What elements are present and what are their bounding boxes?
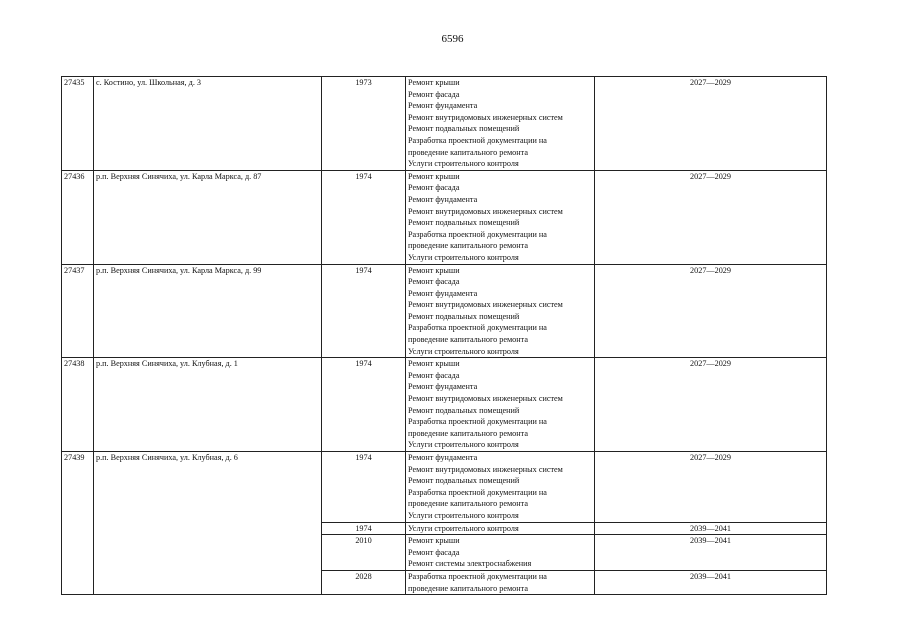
repair-schedule-table	[61, 76, 827, 595]
build-year: 1974	[322, 358, 406, 452]
building-address: р.п. Верхняя Синячиха, ул. Карла Маркса, д. 99	[94, 264, 322, 358]
works-cell	[406, 264, 595, 358]
building-id: 27437	[62, 264, 94, 358]
repair-period: 2027—2029	[595, 358, 827, 452]
building-address: с. Костино, ул. Школьная, д. 3	[94, 77, 322, 171]
work-item: Разработка проектной документации на	[408, 229, 547, 239]
table-row	[62, 77, 827, 171]
work-item: Ремонт внутридомовых инженерных систем	[408, 112, 563, 122]
work-item: Услуги строительного контроля	[408, 510, 519, 520]
table-row	[62, 452, 827, 523]
work-item: Ремонт подвальных помещений	[408, 405, 520, 415]
work-item: проведение капитального ремонта	[408, 499, 528, 509]
work-item: Ремонт системы электроснабжения	[408, 559, 532, 569]
work-item: Ремонт подвальных помещений	[408, 311, 520, 321]
work-item: Услуги строительного контроля	[408, 159, 519, 169]
work-item: Ремонт подвальных помещений	[408, 218, 520, 228]
building-id: 27436	[62, 170, 94, 264]
work-item: Ремонт фундамента	[408, 453, 478, 462]
building-address: р.п. Верхняя Синячиха, ул. Клубная, д. 6	[94, 452, 322, 595]
work-item: Ремонт крыши	[408, 265, 460, 275]
work-item: Разработка проектной документации на	[408, 487, 547, 497]
work-item: Ремонт подвальных помещений	[408, 124, 520, 134]
build-year: 2010	[322, 535, 406, 571]
build-year: 1974	[322, 452, 406, 523]
work-item: Услуги строительного контроля	[408, 252, 519, 262]
building-address: р.п. Верхняя Синячиха, ул. Клубная, д. 1	[94, 358, 322, 452]
table-row	[62, 170, 827, 264]
repair-period: 2039—2041	[595, 535, 827, 571]
build-year: 1974	[322, 522, 406, 535]
work-item: Ремонт фасада	[408, 89, 460, 99]
work-item: Ремонт крыши	[408, 171, 460, 181]
work-item: Разработка проектной документации на	[408, 135, 547, 145]
works-cell	[406, 452, 595, 523]
work-item: Разработка проектной документации на	[408, 417, 547, 427]
work-item: Ремонт фундамента	[408, 101, 478, 111]
work-item: Ремонт внутридомовых инженерных систем	[408, 206, 563, 216]
repair-period: 2027—2029	[595, 170, 827, 264]
repair-period: 2027—2029	[595, 264, 827, 358]
work-item: Ремонт фундамента	[408, 288, 478, 298]
work-item: Ремонт фундамента	[408, 194, 478, 204]
build-year: 1974	[322, 170, 406, 264]
build-year: 1973	[322, 77, 406, 171]
repair-period: 2039—2041	[595, 522, 827, 535]
work-item: проведение капитального ремонта	[408, 241, 528, 251]
works-cell	[406, 535, 595, 571]
work-item: проведение капитального ремонта	[408, 147, 528, 157]
build-year: 2028	[322, 570, 406, 594]
work-item: Услуги строительного контроля	[408, 346, 519, 356]
repair-period: 2039—2041	[595, 570, 827, 594]
work-item: проведение капитального ремонта	[408, 583, 528, 593]
work-item: Разработка проектной документации на	[408, 571, 547, 581]
table-row	[62, 264, 827, 358]
build-year: 1974	[322, 264, 406, 358]
work-item: Ремонт фундамента	[408, 382, 478, 392]
works-cell	[406, 358, 595, 452]
works-cell	[406, 522, 595, 535]
work-item: Ремонт крыши	[408, 536, 460, 546]
work-item: Ремонт внутридомовых инженерных систем	[408, 300, 563, 310]
table-row	[62, 358, 827, 452]
work-item: Ремонт фасада	[408, 183, 460, 193]
building-id: 27435	[62, 77, 94, 171]
repair-period: 2027—2029	[595, 77, 827, 171]
works-cell	[406, 170, 595, 264]
work-item: Ремонт фасада	[408, 547, 460, 557]
repair-period: 2027—2029	[595, 452, 827, 523]
page-number: 6596	[441, 33, 464, 45]
work-item: Разработка проектной документации на	[408, 323, 547, 333]
work-item: Ремонт крыши	[408, 359, 460, 369]
work-item: проведение капитального ремонта	[408, 428, 528, 438]
works-cell	[406, 77, 595, 171]
work-item: Ремонт внутридомовых инженерных систем	[408, 464, 563, 474]
work-item: проведение капитального ремонта	[408, 335, 528, 345]
building-id: 27438	[62, 358, 94, 452]
work-item: Ремонт фасада	[408, 277, 460, 287]
work-item: Услуги строительного контроля	[408, 523, 519, 533]
work-item: Ремонт подвальных помещений	[408, 476, 520, 486]
work-item: Ремонт фасада	[408, 370, 460, 380]
work-item: Ремонт крыши	[408, 78, 460, 87]
work-item: Ремонт внутридомовых инженерных систем	[408, 394, 563, 404]
building-address: р.п. Верхняя Синячиха, ул. Карла Маркса, д. 87	[94, 170, 322, 264]
work-item: Услуги строительного контроля	[408, 440, 519, 450]
works-cell	[406, 570, 595, 594]
building-id: 27439	[62, 452, 94, 595]
